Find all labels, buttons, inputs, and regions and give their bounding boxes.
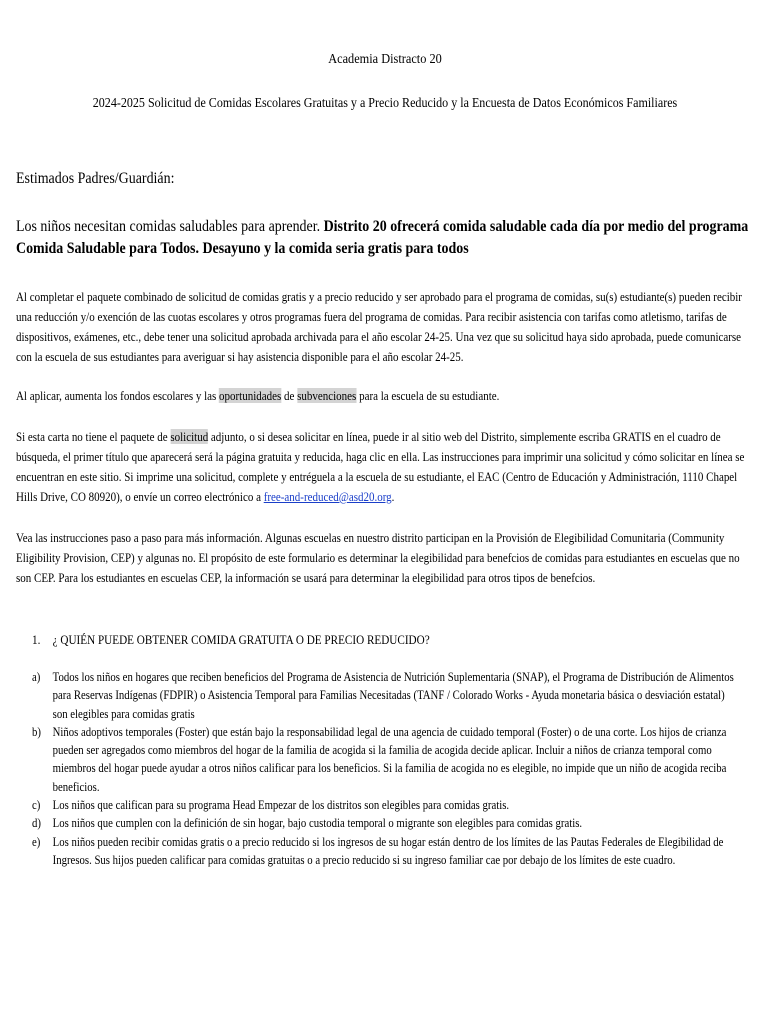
highlight-oportunidades: oportunidades: [219, 388, 282, 403]
highlight-subvenciones: subvenciones: [297, 388, 357, 403]
list-item-text: Los niños que cumplen con la definición de sin hogar, bajo custodia temporal o migrante son elegibles para comidas gratis.: [52, 816, 583, 831]
list-marker: a): [32, 670, 41, 684]
list-item-text: Todos los niños en hogares que reciben beneficios del Programa de Asistencia de Nutrición Suplementaria (SNAP), el Programa de Distribución de Alimentos para Reservas Indígenas (FDPIR) o Asistencia Temporal para Familias Necesitadas (TANF / Colorado Works - Ayuda monetaria básica o desviación estatal) son elegibles para comidas gratis: [52, 670, 734, 721]
intro-plain-text: Los niños necesitan comidas saludables para aprender.: [16, 218, 324, 235]
section-heading-text: ¿ QUIÉN PUEDE OBTENER COMIDA GRATUITA O DE PRECIO REDUCIDO?: [52, 632, 430, 647]
paragraph-how-to-apply: [16, 427, 756, 507]
highlight-solicitud: solicitud: [170, 429, 209, 444]
apply-text-before: Si esta carta no tiene el paquete de: [16, 429, 171, 444]
list-item-text: Niños adoptivos temporales (Foster) que están bajo la responsabilidad legal de una agencia de cuidado temporal (Foster) o de una corte. Los hijos de crianza pueden ser agregados como miembros del hogar de la familia de acogida si la familia de acogida decide aplicar. Incluir a niños de crianza temporal como miembros del hogar puede ayudar a otros niños calificar para los beneficios. Si la familia de acogida no es elegible, no impide que un niño de acogida reciba beneficios.: [52, 724, 727, 794]
list-marker: e): [32, 834, 41, 849]
funding-text-mid: de: [281, 388, 298, 403]
intro-bold-text: Distrito 20 ofrecerá comida saludable cada día por medio del programa Comida Saludable para Todos. Desayuno y la comida seria gratis para todos: [16, 218, 749, 257]
list-item-text: Los niños pueden recibir comidas gratis o a precio reducido si los ingresos de su hogar están dentro de los límites de las Pautas Federales de Elegibilidad de Ingresos. Sus hijos pueden calificar para comidas gratuitas o a precio reducido si su ingreso familiar cae por debajo de los límites de este cuadro.: [52, 834, 724, 867]
school-name: Academia Distracto 20: [328, 52, 442, 67]
intro-paragraph: [16, 216, 761, 260]
paragraph-funding: [16, 386, 756, 406]
eligibility-list: [32, 668, 735, 869]
funding-text-before: Al aplicar, aumenta los fondos escolares y las: [16, 388, 220, 403]
section-number: 1.: [32, 632, 41, 647]
section-heading: [32, 632, 430, 648]
apply-text-after: adjunto, o si desea solicitar en línea, puede ir al sitio web del Distrito, simplemente escriba GRATIS en el cuadro de búsqueda, el primer título que aparecerá será la página gratuita y reducida, haga clic en ella. Las instrucciones para imprimir una solicitud y cómo solicitar en línea se encuentran en este sitio. Si imprime una solicitud, complete y entréguela a la escuela de su estudiante, el EAC (Centro de Educación y Administración, 1110 Chapel Hills Drive, CO 80920), o envíe un correo electrónico a: [16, 429, 745, 504]
list-marker: d): [32, 816, 41, 831]
list-item: [32, 723, 735, 796]
email-link[interactable]: free-and-reduced@asd20.org: [263, 489, 392, 504]
list-item: [32, 833, 735, 870]
document-title: 2024-2025 Solicitud de Comidas Escolares Gratuitas y a Precio Reducido y la Encuesta de Datos Económicos Familiares: [92, 96, 678, 111]
greeting: Estimados Padres/Guardián:: [16, 170, 175, 187]
apply-text-end: .: [391, 489, 395, 504]
list-item: [32, 796, 735, 814]
list-item: [32, 668, 735, 723]
list-item: [32, 814, 735, 832]
list-marker: b): [32, 724, 41, 739]
list-marker: c): [32, 798, 41, 813]
paragraph-fees: Al completar el paquete combinado de solicitud de comidas gratis y a precio reducido y ser aprobado para el programa de comidas, su(s) estudiante(s) pueden recibir una reducción y/o exención de las cuotas escolares y otros programas fuera del programa de comidas. Para recibir asistencia con tarifas como atletismo, tarifas de dispositivos, exámenes, etc., debe tener una solicitud aprobada archivada para el año escolar 24-25. Una vez que su solicitud haya sido aprobada, puede comunicarse con la escuela de sus estudiantes para averiguar si hay asistencia disponible para el año escolar 24-25.: [16, 289, 742, 364]
list-item-text: Los niños que califican para su programa Head Empezar de los distritos son elegibles para comidas gratis.: [52, 798, 510, 813]
funding-text-after: para la escuela de su estudiante.: [356, 388, 500, 403]
paragraph-cep: Vea las instrucciones paso a paso para más información. Algunas escuelas en nuestro distrito participan en la Provisión de Elegibilidad Comunitaria (Community Eligibility Provision, CEP) y algunas no. El propósito de este formulario es determinar la elegibilidad para benefcios de comidas para estudiantes en escuelas que no son CEP. Para los estudiantes en escuelas CEP, la información se usará para determinar la elegibilidad para otros tipos de benefcios.: [16, 530, 740, 585]
